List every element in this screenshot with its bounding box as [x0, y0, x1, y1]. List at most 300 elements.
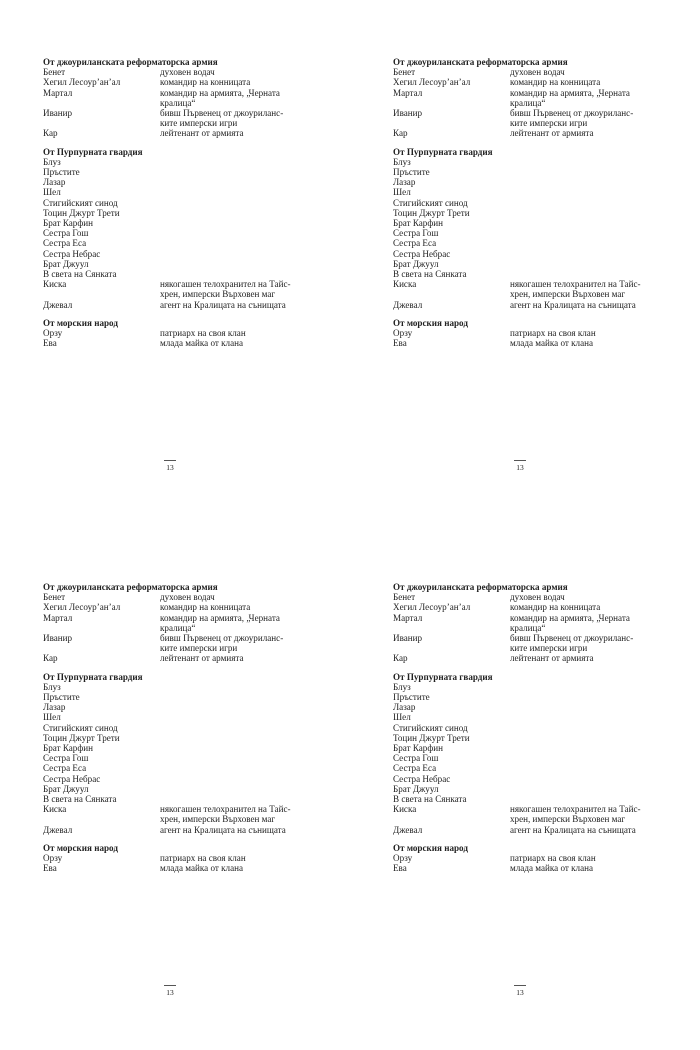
character-entry	[393, 784, 653, 794]
section-title: От Пурпурната гвардия	[43, 671, 143, 682]
character-name: Блуз	[43, 681, 61, 692]
character-name: Тоцин Джурт Трети	[393, 732, 470, 743]
role-line: командир на армията, „Черната	[160, 612, 280, 623]
character-name: Джевал	[393, 299, 423, 310]
character-entry	[43, 653, 303, 663]
role-line: някогашен телохранител на Тайс-	[510, 804, 641, 815]
role-line: млада майка от клана	[160, 338, 244, 349]
character-name: Ева	[393, 338, 407, 349]
role-line: агент на Кралицата на сънищата	[160, 299, 286, 310]
page-number: 13	[516, 463, 524, 472]
character-entry	[393, 753, 653, 763]
character-role	[510, 743, 650, 753]
character-entry	[393, 228, 653, 238]
character-entry	[393, 279, 653, 299]
character-entry	[43, 208, 303, 218]
role-line: бивш Първенец от джоуриланс-	[160, 108, 284, 119]
character-role	[160, 108, 300, 128]
character-role	[510, 238, 650, 248]
section-title: От джоуриланската реформаторска армия	[43, 582, 218, 592]
character-name: Сестра Небрас	[43, 248, 101, 259]
character-role	[510, 77, 650, 87]
character-entry	[393, 682, 653, 692]
character-role	[510, 682, 650, 692]
character-role	[160, 228, 300, 238]
character-name: Тоцин Джурт Трети	[393, 207, 470, 218]
character-entry	[393, 67, 653, 77]
character-entry	[43, 157, 303, 167]
character-name: Кар	[43, 128, 58, 139]
section-title: От джоуриланската реформаторска армия	[393, 582, 568, 592]
character-role	[160, 712, 300, 722]
character-name: Лазар	[43, 702, 66, 713]
character-entry	[393, 825, 653, 835]
character-name: Орзу	[393, 853, 413, 864]
character-name: Сестра Небрас	[393, 248, 451, 259]
character-role	[160, 743, 300, 753]
character-role	[160, 88, 300, 108]
section-title: От джоуриланската реформаторска армия	[43, 57, 218, 67]
character-entry	[393, 259, 653, 269]
character-name: Стигийският синод	[393, 197, 468, 208]
character-entry	[43, 774, 303, 784]
character-name: Сестра Еса	[393, 238, 437, 249]
character-name: Брат Карфин	[43, 743, 93, 754]
character-entry	[393, 774, 653, 784]
character-entry	[43, 712, 303, 722]
character-role	[160, 328, 300, 338]
character-entry	[43, 753, 303, 763]
character-entry	[43, 77, 303, 87]
character-list	[43, 582, 303, 873]
page-footer	[163, 985, 177, 997]
role-line: бивш Първенец от джоуриланс-	[510, 633, 634, 644]
character-entry	[43, 763, 303, 773]
character-entry	[43, 228, 303, 238]
section-title: От джоуриланската реформаторска армия	[393, 57, 568, 67]
character-role	[510, 784, 650, 794]
character-role	[160, 633, 300, 653]
character-role	[510, 592, 650, 602]
character-entry	[393, 763, 653, 773]
character-role	[510, 328, 650, 338]
character-role	[510, 338, 650, 348]
character-entry	[393, 602, 653, 612]
character-role	[510, 187, 650, 197]
role-line: командир на конницата	[160, 602, 251, 613]
character-name: Бенет	[43, 67, 66, 78]
character-entry	[393, 218, 653, 228]
character-role	[160, 723, 300, 733]
footer-rule	[514, 460, 526, 461]
character-name: Шел	[43, 712, 61, 723]
role-line: млада майка от клана	[160, 863, 244, 874]
character-name: Пръстите	[43, 692, 80, 703]
section-title: От морския народ	[393, 317, 468, 328]
character-role	[510, 67, 650, 77]
character-name: Лазар	[393, 177, 416, 188]
page-footer	[513, 460, 527, 472]
character-role	[510, 774, 650, 784]
character-entry	[43, 804, 303, 824]
character-entry	[43, 88, 303, 108]
role-line: командир на конницата	[510, 602, 601, 613]
role-line: духовен водач	[510, 592, 565, 603]
character-entry	[43, 108, 303, 128]
character-entry	[393, 853, 653, 863]
character-name: Сестра Еса	[393, 763, 437, 774]
role-line: бивш Първенец от джоуриланс-	[160, 633, 284, 644]
character-role	[510, 300, 650, 310]
character-entry	[393, 712, 653, 722]
character-entry	[393, 613, 653, 633]
character-role	[160, 774, 300, 784]
character-role	[510, 208, 650, 218]
character-role	[510, 733, 650, 743]
character-name: Ева	[43, 338, 57, 349]
character-role	[510, 613, 650, 633]
character-entry	[393, 157, 653, 167]
character-entry	[393, 653, 653, 663]
character-role	[160, 653, 300, 663]
character-role	[160, 187, 300, 197]
character-entry	[393, 167, 653, 177]
character-entry	[393, 723, 653, 733]
role-line: агент на Кралицата на сънищата	[160, 824, 286, 835]
character-entry	[393, 328, 653, 338]
role-line: агент на Кралицата на сънищата	[510, 824, 636, 835]
character-role	[160, 702, 300, 712]
character-entry	[393, 338, 653, 348]
character-role	[510, 228, 650, 238]
character-role	[510, 825, 650, 835]
role-line: млада майка от клана	[510, 863, 594, 874]
character-role	[510, 249, 650, 259]
character-entry	[43, 784, 303, 794]
character-name: Мартал	[393, 87, 423, 98]
character-name: Лазар	[43, 177, 66, 188]
character-name: Сестра Еса	[43, 238, 87, 249]
character-name: Сестра Гош	[393, 228, 439, 239]
role-line: духовен водач	[160, 67, 215, 78]
character-entry	[43, 249, 303, 259]
character-name: Пръстите	[43, 167, 80, 178]
character-entry	[43, 238, 303, 248]
character-entry	[393, 128, 653, 138]
role-line: хрен, имперски Върховен маг	[510, 814, 626, 825]
character-entry	[393, 187, 653, 197]
role-line: кралица“	[510, 97, 546, 108]
role-line: лейтенант от армията	[160, 128, 244, 139]
character-name: Шел	[43, 187, 61, 198]
role-line: патриарх на своя клан	[160, 853, 246, 864]
character-name: Кар	[393, 128, 408, 139]
section-title: От морския народ	[43, 842, 118, 853]
character-entry	[393, 249, 653, 259]
character-entry	[43, 743, 303, 753]
character-role	[160, 763, 300, 773]
character-name: Кар	[393, 653, 408, 664]
character-entry	[43, 723, 303, 733]
character-name: Хегил Лесоур’ан’ал	[393, 602, 471, 613]
role-line: хрен, имперски Върховен маг	[160, 814, 276, 825]
character-role	[160, 338, 300, 348]
character-role	[510, 259, 650, 269]
role-line: духовен водач	[510, 67, 565, 78]
character-name: Мартал	[43, 612, 73, 623]
subsection-label: В света на Сянката	[43, 269, 117, 280]
character-name: Брат Карфин	[393, 743, 443, 754]
character-role	[160, 753, 300, 763]
character-entry	[393, 208, 653, 218]
role-line: хрен, имперски Върховен маг	[160, 289, 276, 300]
character-role	[510, 157, 650, 167]
page-panel	[350, 0, 700, 525]
character-name: Кар	[43, 653, 58, 664]
role-line: някогашен телохранител на Тайс-	[160, 804, 291, 815]
character-name: Стигийският синод	[393, 722, 468, 733]
character-name: Лазар	[393, 702, 416, 713]
character-entry	[43, 853, 303, 863]
character-entry	[43, 198, 303, 208]
character-role	[510, 702, 650, 712]
role-line: патриарх на своя клан	[160, 328, 246, 339]
character-name: Пръстите	[393, 167, 430, 178]
role-line: хрен, имперски Върховен маг	[510, 289, 626, 300]
character-name: Джевал	[43, 299, 73, 310]
footer-rule	[514, 985, 526, 986]
character-list	[393, 582, 653, 873]
section-title: От морския народ	[43, 317, 118, 328]
character-role	[510, 692, 650, 702]
character-entry	[393, 633, 653, 653]
role-line: ките имперски игри	[510, 643, 588, 654]
role-line: агент на Кралицата на сънищата	[510, 299, 636, 310]
character-entry	[393, 863, 653, 873]
character-name: Киска	[43, 804, 67, 815]
character-name: Брат Карфин	[393, 218, 443, 229]
role-line: бивш Първенец от джоуриланс-	[510, 108, 634, 119]
character-role	[510, 753, 650, 763]
role-line: някогашен телохранител на Тайс-	[510, 279, 641, 290]
character-role	[510, 108, 650, 128]
role-line: командир на армията, „Черната	[510, 612, 630, 623]
character-name: Бенет	[393, 592, 416, 603]
character-entry	[43, 338, 303, 348]
section-title: От Пурпурната гвардия	[43, 146, 143, 157]
character-role	[510, 218, 650, 228]
character-entry	[393, 177, 653, 187]
character-entry	[43, 733, 303, 743]
character-role	[160, 682, 300, 692]
character-entry	[393, 743, 653, 753]
character-entry	[43, 602, 303, 612]
character-role	[160, 77, 300, 87]
character-role	[510, 279, 650, 299]
section-title: От Пурпурната гвардия	[393, 671, 493, 682]
character-name: Орзу	[393, 328, 413, 339]
character-entry	[43, 702, 303, 712]
character-entry	[393, 108, 653, 128]
character-name: Стигийският синод	[43, 197, 118, 208]
character-entry	[43, 633, 303, 653]
character-entry	[43, 692, 303, 702]
character-name: Ева	[393, 863, 407, 874]
character-role	[160, 249, 300, 259]
character-entry	[43, 613, 303, 633]
character-name: Брат Джуул	[43, 258, 89, 269]
character-role	[160, 692, 300, 702]
character-name: Хегил Лесоур’ан’ал	[43, 602, 121, 613]
character-role	[160, 167, 300, 177]
character-entry	[393, 88, 653, 108]
character-name: Киска	[393, 279, 417, 290]
role-line: кралица“	[160, 622, 196, 633]
character-name: Брат Джуул	[393, 258, 439, 269]
character-name: Иванир	[393, 108, 423, 119]
character-role	[160, 218, 300, 228]
role-line: патриарх на своя клан	[510, 853, 596, 864]
character-role	[160, 198, 300, 208]
character-role	[160, 279, 300, 299]
character-name: Джевал	[393, 824, 423, 835]
character-entry	[43, 259, 303, 269]
character-entry	[393, 592, 653, 602]
page-panel	[0, 525, 350, 1050]
character-entry	[43, 218, 303, 228]
character-entry	[43, 279, 303, 299]
character-role	[160, 157, 300, 167]
character-entry	[43, 592, 303, 602]
character-name: Шел	[393, 712, 411, 723]
character-entry	[393, 692, 653, 702]
footer-rule	[164, 460, 176, 461]
character-name: Блуз	[393, 156, 411, 167]
character-role	[160, 208, 300, 218]
character-name: Брат Карфин	[43, 218, 93, 229]
role-line: млада майка от клана	[510, 338, 594, 349]
character-name: Тоцин Джурт Трети	[43, 207, 120, 218]
character-role	[510, 653, 650, 663]
page-footer	[163, 460, 177, 472]
character-entry	[43, 682, 303, 692]
character-role	[160, 613, 300, 633]
character-role	[160, 67, 300, 77]
role-line: командир на конницата	[510, 77, 601, 88]
page-panel	[350, 525, 700, 1050]
character-entry	[43, 825, 303, 835]
character-name: Сестра Гош	[43, 228, 89, 239]
role-line: лейтенант от армията	[160, 653, 244, 664]
page-panel	[0, 0, 350, 525]
character-role	[510, 602, 650, 612]
page-number: 13	[516, 988, 524, 997]
character-name: Сестра Небрас	[43, 773, 101, 784]
character-name: Хегил Лесоур’ан’ал	[393, 77, 471, 88]
role-line: кралица“	[510, 622, 546, 633]
character-role	[160, 733, 300, 743]
character-name: Сестра Небрас	[393, 773, 451, 784]
section-title: От морския народ	[393, 842, 468, 853]
character-entry	[393, 198, 653, 208]
character-entry	[43, 128, 303, 138]
character-list	[393, 57, 653, 348]
role-line: командир на конницата	[160, 77, 251, 88]
page-number: 13	[166, 463, 174, 472]
role-line: ките имперски игри	[510, 118, 588, 129]
character-role	[160, 853, 300, 863]
character-entry	[393, 702, 653, 712]
character-entry	[393, 804, 653, 824]
character-role	[510, 853, 650, 863]
character-name: Иванир	[43, 108, 73, 119]
character-role	[160, 128, 300, 138]
page-footer	[513, 985, 527, 997]
character-role	[160, 592, 300, 602]
role-line: ките имперски игри	[160, 643, 238, 654]
character-name: Киска	[393, 804, 417, 815]
character-role	[510, 128, 650, 138]
character-role	[510, 198, 650, 208]
character-name: Мартал	[393, 612, 423, 623]
character-role	[160, 177, 300, 187]
character-name: Бенет	[393, 67, 416, 78]
subsection-label: В света на Сянката	[393, 269, 467, 280]
character-name: Сестра Гош	[393, 753, 439, 764]
character-entry	[43, 300, 303, 310]
character-role	[510, 633, 650, 653]
character-name: Бенет	[43, 592, 66, 603]
page-number: 13	[166, 988, 174, 997]
character-role	[510, 804, 650, 824]
character-role	[510, 167, 650, 177]
character-list	[43, 57, 303, 348]
character-name: Блуз	[43, 156, 61, 167]
character-entry	[43, 177, 303, 187]
character-role	[160, 300, 300, 310]
character-entry	[43, 67, 303, 77]
character-name: Шел	[393, 187, 411, 198]
character-name: Мартал	[43, 87, 73, 98]
role-line: патриарх на своя клан	[510, 328, 596, 339]
character-role	[160, 602, 300, 612]
character-name: Джевал	[43, 824, 73, 835]
character-name: Ева	[43, 863, 57, 874]
subsection-label: В света на Сянката	[43, 794, 117, 805]
character-name: Орзу	[43, 853, 63, 864]
role-line: кралица“	[160, 97, 196, 108]
character-role	[160, 863, 300, 873]
character-entry	[393, 300, 653, 310]
footer-rule	[164, 985, 176, 986]
character-role	[160, 784, 300, 794]
character-name: Брат Джуул	[43, 783, 89, 794]
section-title: От Пурпурната гвардия	[393, 146, 493, 157]
character-name: Сестра Еса	[43, 763, 87, 774]
character-role	[160, 238, 300, 248]
character-name: Сестра Гош	[43, 753, 89, 764]
role-line: духовен водач	[160, 592, 215, 603]
character-name: Стигийският синод	[43, 722, 118, 733]
character-role	[510, 763, 650, 773]
character-name: Орзу	[43, 328, 63, 339]
character-name: Тоцин Джурт Трети	[43, 732, 120, 743]
character-role	[160, 825, 300, 835]
role-line: командир на армията, „Черната	[160, 87, 280, 98]
character-role	[160, 259, 300, 269]
role-line: лейтенант от армията	[510, 653, 594, 664]
character-entry	[393, 733, 653, 743]
